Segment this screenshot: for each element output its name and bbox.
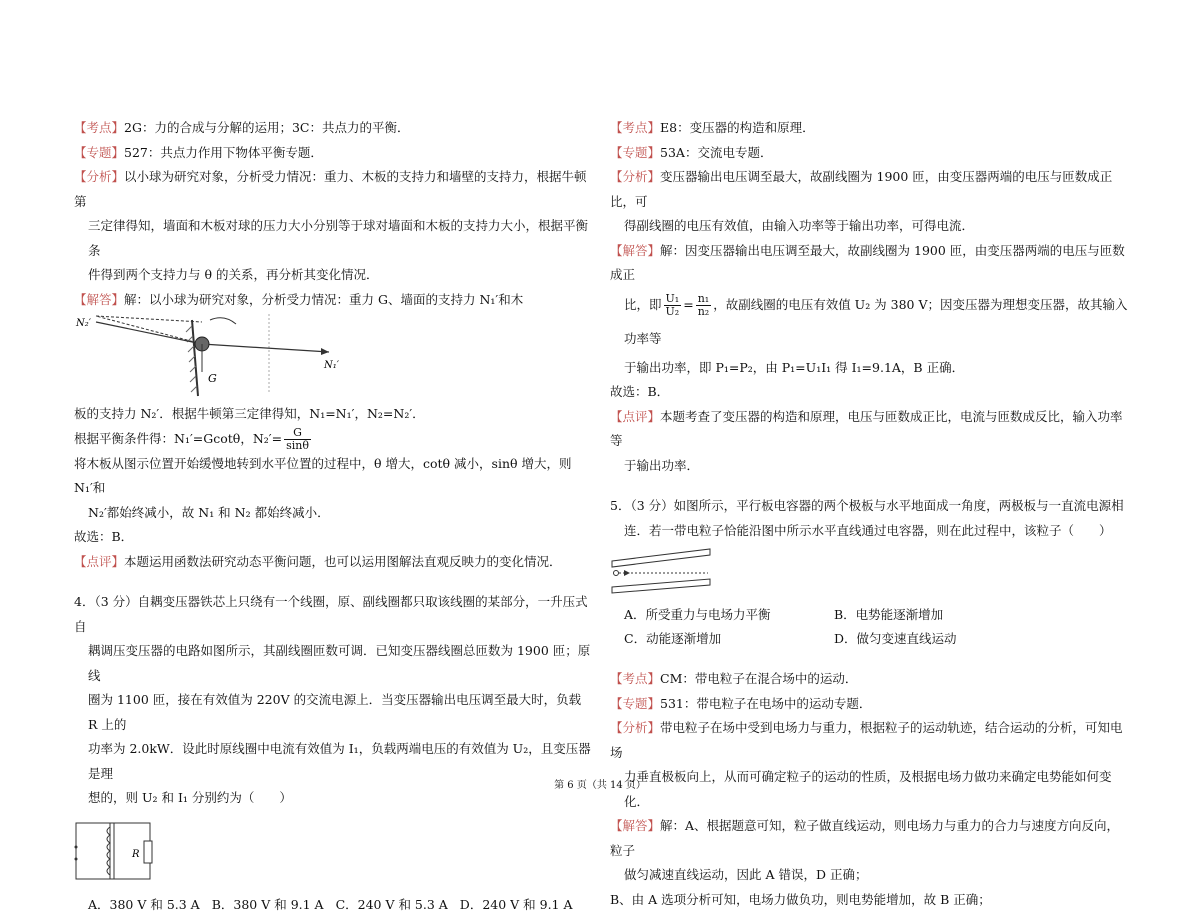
right-column (610, 116, 1130, 912)
jieda-line3 (74, 427, 594, 452)
particle (614, 571, 619, 576)
r-jieda2-tag: 【解答】 (610, 818, 661, 833)
r-jieda-line2-prefix: 比，即 (624, 296, 662, 312)
r-zhuanti2-tag: 【专题】 (610, 695, 661, 711)
dianping-line (74, 550, 594, 575)
coil (107, 827, 110, 875)
resistor-label: R (132, 848, 140, 860)
r-fenxi2-text1: 带电粒子在场中受到电场力与重力，根据粒子的运动轨迹，结合运动的分析，可知电场 (610, 720, 1123, 760)
q5-option-c: C．动能逐渐增加 (624, 631, 722, 646)
r-jieda2-line3: B、由 A 选项分析可知，电场力做负功，则电势能增加，故 B 正确； (610, 891, 991, 907)
q4-line4: 功率为 2.0kW．设此时原线圈中电流有效值为 I₁，负载两端电压的有效值为 U₂，且变压器是理 (88, 741, 591, 781)
r-fenxi2-tag: 【分析】 (610, 720, 661, 735)
q4-option-d: D．240 V 和 9.1 A (459, 896, 573, 912)
q4-options (74, 893, 594, 917)
dianping-text: 本题运用函数法研究动态平衡问题，也可以运用图解法直观反映力的变化情况． (124, 553, 562, 569)
r-fenxi-line1 (610, 165, 1130, 214)
n1-label: N₁′ (324, 360, 340, 371)
rotation-arrow (210, 318, 236, 324)
jieda-tag: 【解答】 (74, 291, 125, 307)
r-kaodian-text: E8：变压器的构造和原理． (660, 120, 815, 135)
top-dashed-line (96, 316, 202, 322)
r-jieda2-line1 (610, 814, 1130, 863)
r-zhuanti-text: 53A：交流电专题． (660, 144, 773, 160)
q4-line2: 耦调压变压器的电路如图所示，其副线圈匝数可调．已知变压器线圈总匝数为 1900 匝；原线 (88, 643, 591, 683)
r-fenxi-line2: 得副线圈的电压有效值，由输入功率等于输出功率，可得电流． (624, 218, 975, 233)
r-zhuanti2-line (610, 692, 1130, 717)
kaodian-tag: 【考点】 (74, 120, 125, 135)
fenxi-line2: 三定律得知，墙面和木板对球的压力大小分别等于球对墙面和木板的支持力大小，根据平衡条 (88, 218, 589, 258)
n2-dashed-arrow (96, 316, 202, 344)
r-zhuanti2-text: 531：带电粒子在电场中的运动专题． (660, 695, 872, 711)
r-fenxi-text1: 变压器输出电压调至最大，故副线圈为 1900 匝，由变压器两端的电压与匝数成正比，可 (610, 169, 1113, 209)
page-footer: 第 6 页（共 14 页） (554, 780, 646, 791)
fraction-u (664, 293, 682, 318)
jieda-line3-prefix: 根据平衡条件得：N₁′=Gcotθ，N₂′= (74, 430, 283, 446)
fenxi-tag: 【分析】 (74, 169, 125, 184)
zhuanti-text: 527：共点力作用下物体平衡专题． (124, 144, 323, 160)
r-zhuanti-tag: 【专题】 (610, 144, 661, 160)
left-column (74, 116, 594, 917)
n1-arrow (202, 344, 329, 352)
r-jieda2-line2: 做匀减速直线运动，因此 A 错误，D 正确； (624, 867, 868, 882)
jieda-text1: 解：以小球为研究对象，分析受力情况：重力 G、墙面的支持力 N₁′和木 (124, 291, 524, 307)
jieda-line1 (74, 288, 594, 313)
fenxi-line1 (74, 165, 594, 214)
r-dianping-line1 (610, 405, 1130, 454)
r-jieda-line2 (610, 288, 1130, 356)
r-fenxi2-line1 (610, 716, 1130, 765)
r-jieda-line2-suffix: ，故副线圈的电压有效值 U₂ 为 380 V；因变压器为理想变压器，故其输入功率等 (624, 296, 1128, 346)
jieda-line4: 将木板从图示位置开始缓慢地转到水平位置的过程中，θ 增大，cotθ 减小，sinθ 增大，则 N₁′和 (74, 455, 572, 495)
dianping-tag: 【点评】 (74, 553, 125, 569)
q4-option-a: A．380 V 和 5.3 A (88, 896, 200, 912)
jieda-line5: N₂′都始终减小，故 N₁ 和 N₂ 都始终减小． (88, 504, 330, 520)
frac-u1: U₁ (665, 291, 680, 305)
frac-denominator: sinθ (286, 438, 309, 452)
load-resistor (144, 841, 152, 863)
q4-line3: 圈为 1100 匝，接在有效值为 220V 的交流电源上．当变压器输出电压调至最大时，负载 R 上的 (88, 692, 582, 732)
frac-equals: = (683, 296, 694, 312)
kaodian-text: 2G：力的合成与分解的运用；3C：共点力的平衡． (124, 120, 410, 135)
lower-plate (612, 579, 710, 593)
r-kaodian-tag: 【考点】 (610, 120, 661, 135)
frac-u2: U₂ (665, 304, 680, 318)
q4-line1: 4．（3 分）自耦变压器铁芯上只绕有一个线圈，原、副线圈都只取该线圈的某部分，一升压式自 (74, 594, 588, 634)
r-kaodian2-tag: 【考点】 (610, 671, 661, 686)
q4-line5: 想的，则 U₂ 和 I₁ 分别约为（ ） (88, 790, 292, 805)
r-fenxi-tag: 【分析】 (610, 169, 661, 184)
q5-line2: 连．若一带电粒子恰能沿图中所示水平直线通过电容器，则在此过程中，该粒子（ ） (624, 522, 1112, 538)
n2-label: N₂′ (76, 318, 92, 329)
r-jieda-line3: 于输出功率，即 P₁=P₂，由 P₁=U₁I₁ 得 I₁=9.1A，B 正确． (624, 359, 965, 375)
fenxi-line3: 件得到两个支持力与 θ 的关系，再分析其变化情况． (88, 267, 379, 282)
fenxi-text1: 以小球为研究对象，分析受力情况：重力、木板的支持力和墙壁的支持力，根据牛顿第 (74, 169, 587, 209)
fraction-g-sin (284, 427, 311, 452)
r-answer-line: 故选：B． (610, 384, 670, 399)
q5-option-b: B．电势能逐渐增加 (834, 607, 944, 622)
frac-n2: n₂ (697, 304, 710, 318)
r-dianping-text1: 本题考查了变压器的构造和原理，电压与匝数成正比，电流与匝数成反比，输入功率等 (610, 408, 1123, 448)
r-jieda-line1 (610, 239, 1130, 288)
q5-options (610, 603, 1130, 651)
r-fenxi2-line2: 力垂直极板向上，从而可确定粒子的运动的性质，及根据电场力做功来确定电势能如何变化． (624, 769, 1112, 809)
q5-line1: 5．（3 分）如图所示，平行板电容器的两个极板与水平地面成一角度，两极板与一直流电源相 (610, 498, 1124, 513)
q4-option-b: B．380 V 和 9.1 A (211, 896, 324, 912)
upper-plate (612, 549, 710, 567)
frac-numerator: G (284, 427, 311, 440)
frac-n1: n₁ (697, 291, 710, 305)
fraction-n (696, 293, 712, 318)
capacitor-diagram (610, 547, 720, 597)
g-label: G (208, 372, 217, 385)
r-jieda-tag: 【解答】 (610, 242, 661, 258)
answer-line: 故选：B． (74, 529, 134, 544)
r-kaodian-line (610, 116, 1130, 141)
zhuanti-line (74, 141, 594, 166)
n2-arrow (96, 322, 202, 344)
r-kaodian2-text: CM：带电粒子在混合场中的运动． (660, 671, 858, 686)
kaodian-line (74, 116, 594, 141)
n1-arrowhead (321, 348, 329, 355)
r-zhuanti-line (610, 141, 1130, 166)
jieda-line2: 板的支持力 N₂′．根据牛顿第三定律得知，N₁=N₁′，N₂=N₂′． (74, 406, 425, 421)
r-kaodian2-line (610, 667, 1130, 692)
path-arrowhead (624, 570, 630, 576)
terminal-bottom (75, 857, 78, 860)
zhuanti-tag: 【专题】 (74, 144, 125, 160)
r-jieda-text1: 解：因变压器输出电压调至最大，故副线圈为 1900 匝，由变压器两端的电压与匝数成正 (610, 242, 1125, 282)
q4-option-c: C．240 V 和 5.3 A (335, 896, 448, 912)
transformer-diagram (74, 817, 174, 887)
q5-option-a: A．所受重力与电场力平衡 (624, 607, 771, 622)
q5-option-d: D．做匀变速直线运动 (834, 631, 957, 646)
force-diagram (74, 312, 354, 402)
r-dianping-line2: 于输出功率． (624, 457, 700, 473)
r-dianping-tag: 【点评】 (610, 408, 661, 424)
r-jieda2-text1: 解：A、根据题意可知，粒子做直线运动，则电场力与重力的合力与速度方向反向，粒子 (610, 818, 1120, 858)
